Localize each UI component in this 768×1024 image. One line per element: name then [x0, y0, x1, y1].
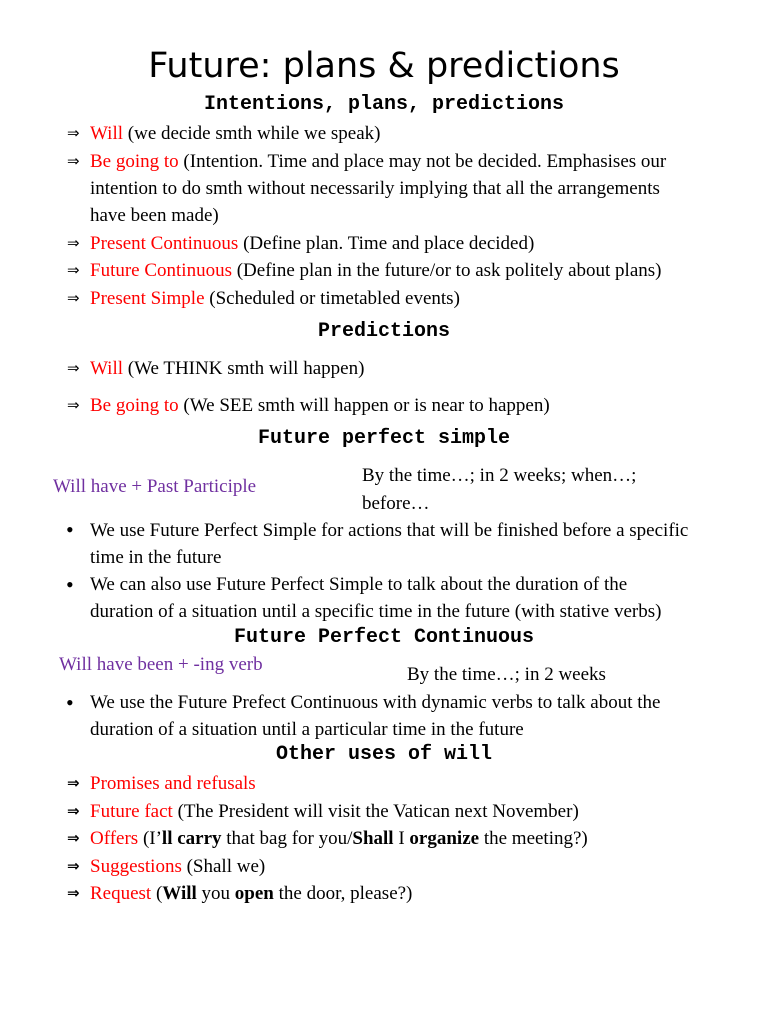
- list-item: Be going to (Intention. Time and place may not be decided. Emphasises our: [90, 151, 667, 172]
- section-heading-other-uses: Other uses of will: [275, 743, 493, 766]
- section-heading-future-perfect-continuous: Future Perfect Continuous: [233, 626, 535, 649]
- bullet-icon: •: [66, 690, 74, 715]
- bullet-item-continuation: duration of a situation until a specific time in the future (with stative verbs): [90, 601, 662, 622]
- arrow-icon: ⇒: [67, 829, 80, 847]
- bullet-item-continuation: time in the future: [90, 547, 222, 568]
- time-expression: before…: [362, 493, 430, 514]
- list-item: Will (we decide smth while we speak): [90, 123, 381, 144]
- arrow-icon: ⇒: [67, 884, 80, 902]
- section-heading-predictions: Predictions: [317, 320, 451, 343]
- arrow-icon: ⇒: [67, 261, 80, 279]
- bullet-item: We can also use Future Perfect Simple to talk about the duration of the: [90, 574, 628, 595]
- arrow-icon: ⇒: [67, 857, 80, 875]
- arrow-icon: ⇒: [67, 396, 80, 414]
- arrow-icon: ⇒: [67, 774, 80, 792]
- list-item: Future Continuous (Define plan in the future/or to ask politely about plans): [90, 260, 662, 281]
- list-item: Will (We THINK smth will happen): [90, 358, 365, 379]
- arrow-icon: ⇒: [67, 234, 80, 252]
- time-expression: By the time…; in 2 weeks; when…;: [362, 465, 637, 486]
- bullet-item: We use the Future Prefect Continuous with dynamic verbs to talk about the: [90, 692, 661, 713]
- section-heading-future-perfect-simple: Future perfect simple: [257, 427, 511, 450]
- formula-future-perfect-simple: Will have + Past Participle: [53, 476, 257, 497]
- list-item-continuation: intention to do smth without necessarily implying that all the arrangements: [90, 178, 660, 199]
- arrow-icon: ⇒: [67, 152, 80, 170]
- bullet-item: We use Future Perfect Simple for actions that will be finished before a specific: [90, 520, 689, 541]
- arrow-icon: ⇒: [67, 124, 80, 142]
- bullet-item-continuation: duration of a situation until a particular time in the future: [90, 719, 524, 740]
- bullet-icon: •: [66, 517, 74, 542]
- list-item: Present Continuous (Define plan. Time and place decided): [90, 233, 535, 254]
- page-title: Future: plans & predictions: [148, 46, 620, 86]
- time-expression: By the time…; in 2 weeks: [407, 664, 606, 685]
- formula-future-perfect-continuous: Will have been + -ing verb: [59, 654, 263, 675]
- list-item-continuation: have been made): [90, 205, 219, 226]
- list-item: Future fact (The President will visit the Vatican next November): [90, 801, 579, 822]
- list-item: Offers (I’ll carry that bag for you/Shall I organize the meeting?): [90, 828, 588, 849]
- arrow-icon: ⇒: [67, 289, 80, 307]
- list-item: Request (Will you open the door, please?): [90, 883, 413, 904]
- list-item: Be going to (We SEE smth will happen or is near to happen): [90, 395, 550, 416]
- section-heading-intentions: Intentions, plans, predictions: [203, 93, 565, 116]
- arrow-icon: ⇒: [67, 359, 80, 377]
- list-item: Present Simple (Scheduled or timetabled events): [90, 288, 460, 309]
- bullet-icon: •: [66, 572, 74, 597]
- list-item: Suggestions (Shall we): [90, 856, 266, 877]
- arrow-icon: ⇒: [67, 802, 80, 820]
- list-item: Promises and refusals: [90, 773, 256, 794]
